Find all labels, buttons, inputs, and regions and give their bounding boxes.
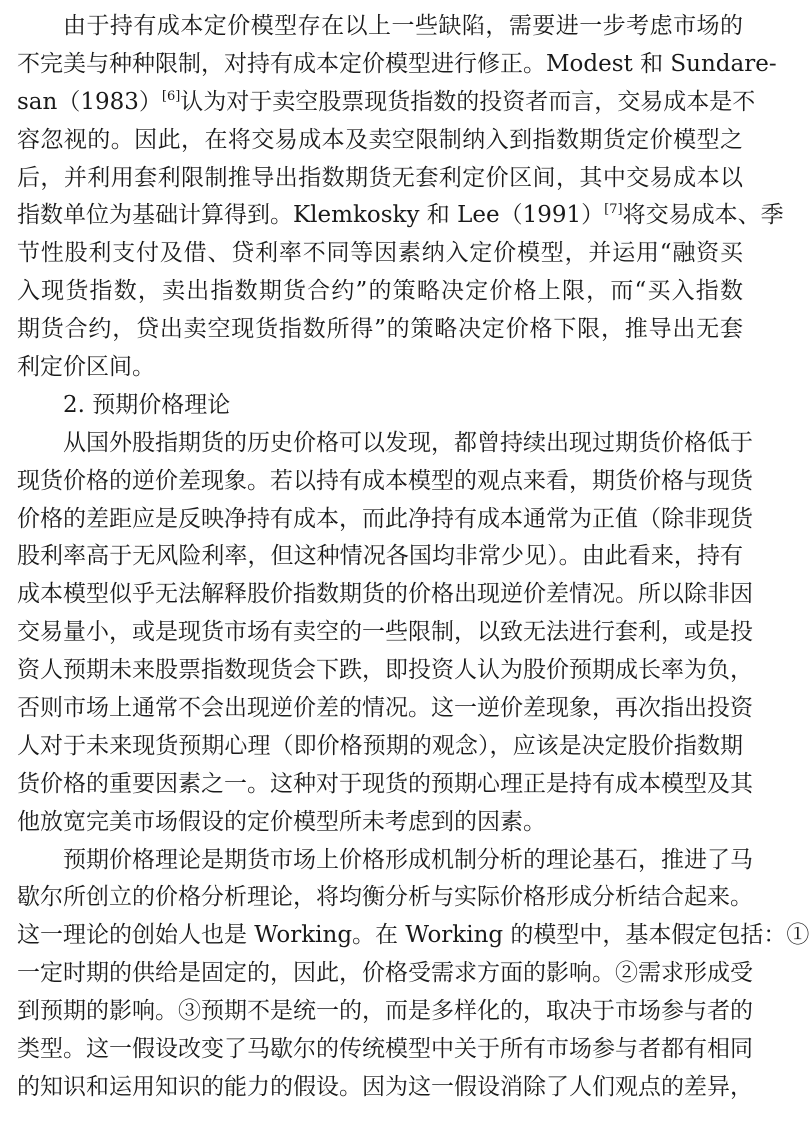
paragraph-2-line-11: 他放宽完美市场假设的定价模型所未考虑到的因素。 [17, 808, 546, 835]
paragraph-2-line-7: 资人预期未来股票指数现货会下跌，即投资人认为股价预期成长率为负， [17, 657, 753, 684]
paragraph-3-line-2: 歇尔所创立的价格分析理论，将均衡分析与实际价格形成分析结合起来。 [17, 884, 753, 911]
paragraph-1-line-2: 不完美与种种限制，对持有成本定价模型进行修正。Modest 和 Sundare- [17, 50, 777, 77]
citation-6: [6] [161, 88, 181, 104]
paragraph-1-line-9: 期货合约，贷出卖空现货指数所得”的策略决定价格下限，推导出无套 [17, 316, 743, 343]
paragraph-2-line-8: 否则市场上通常不会出现逆价差的情况。这一逆价差现象，再次指出投资 [17, 695, 753, 722]
paragraph-1-line-3-text-b: 认为对于卖空股票现货指数的投资者而言，交易成本是不 [180, 88, 756, 115]
paragraph-1-line-4: 容忽视的。因此，在将交易成本及卖空限制纳入到指数期货定价模型之 [17, 126, 743, 153]
paragraph-3-line-5: 到预期的影响。③预期不是统一的，而是多样化的，取决于市场参与者的 [17, 998, 753, 1025]
paragraph-3-line-7: 的知识和运用知识的能力的假设。因为这一假设消除了人们观点的差异， [17, 1073, 753, 1100]
paragraph-2-line-10: 货价格的重要因素之一。这种对于现货的预期心理正是持有成本模型及其 [17, 770, 753, 797]
paragraph-2-line-5: 成本模型似乎无法解释股价指数期货的价格出现逆价差情况。所以除非因 [17, 581, 753, 608]
paragraph-2-line-6: 交易量小，或是现货市场有卖空的一些限制，以致无法进行套利，或是投 [17, 619, 753, 646]
paragraph-1-line-8: 入现货指数，卖出指数期货合约”的策略决定价格上限，而“买入指数 [17, 278, 743, 305]
paragraph-3-line-6: 类型。这一假设改变了马歇尔的传统模型中关于所有市场参与者都有相同 [17, 1036, 753, 1063]
paragraph-3-line-3: 这一理论的创始人也是 Working。在 Working 的模型中，基本假定包括：① [17, 922, 809, 949]
paragraph-3-line-1: 预期价格理论是期货市场上价格形成机制分析的理论基石，推进了马 [63, 846, 753, 873]
paragraph-2-line-2: 现货价格的逆价差现象。若以持有成本模型的观点来看，期货价格与现货 [17, 467, 753, 494]
paragraph-1-line-7: 节性股利支付及借、贷利率不同等因素纳入定价模型，并运用“融资买 [17, 240, 743, 267]
paragraph-1-line-6-text-a: 指数单位为基础计算得到。Klemkosky 和 Lee（1991） [17, 202, 605, 229]
document-page [17, 8, 809, 1107]
paragraph-1-line-1: 由于持有成本定价模型存在以上一些缺陷，需要进一步考虑市场的 [63, 13, 743, 39]
paragraph-2-line-4: 股利率高于无风险利率，但这种情况各国均非常少见）。由此看来，持有 [17, 543, 743, 570]
paragraph-1-line-10: 利定价区间。 [17, 354, 155, 381]
paragraph-2-line-9: 人对于未来现货预期心理（即价格预期的观念），应该是决定股价指数期 [17, 732, 743, 759]
paragraph-1-line-6-text-b: 将交易成本、季 [622, 202, 784, 229]
paragraph-2-line-1: 从国外股指期货的历史价格可以发现，都曾持续出现过期货价格低于 [63, 429, 753, 456]
citation-7: [7] [604, 202, 623, 218]
paragraph-2-line-3: 价格的差距应是反映净持有成本，而此净持有成本通常为正值（除非现货 [17, 505, 753, 532]
paragraph-1-line-6 [17, 197, 784, 235]
paragraph-3-line-4: 一定时期的供给是固定的，因此，价格受需求方面的影响。②需求形成受 [17, 960, 753, 987]
paragraph-1-line-3 [17, 84, 756, 122]
paragraph-1-line-5: 后，并利用套利限制推导出指数期货无套利定价区间，其中交易成本以 [17, 164, 743, 191]
section-heading: 2. 预期价格理论 [63, 391, 231, 418]
paragraph-1-line-3-text-a: san（1983） [17, 88, 162, 115]
